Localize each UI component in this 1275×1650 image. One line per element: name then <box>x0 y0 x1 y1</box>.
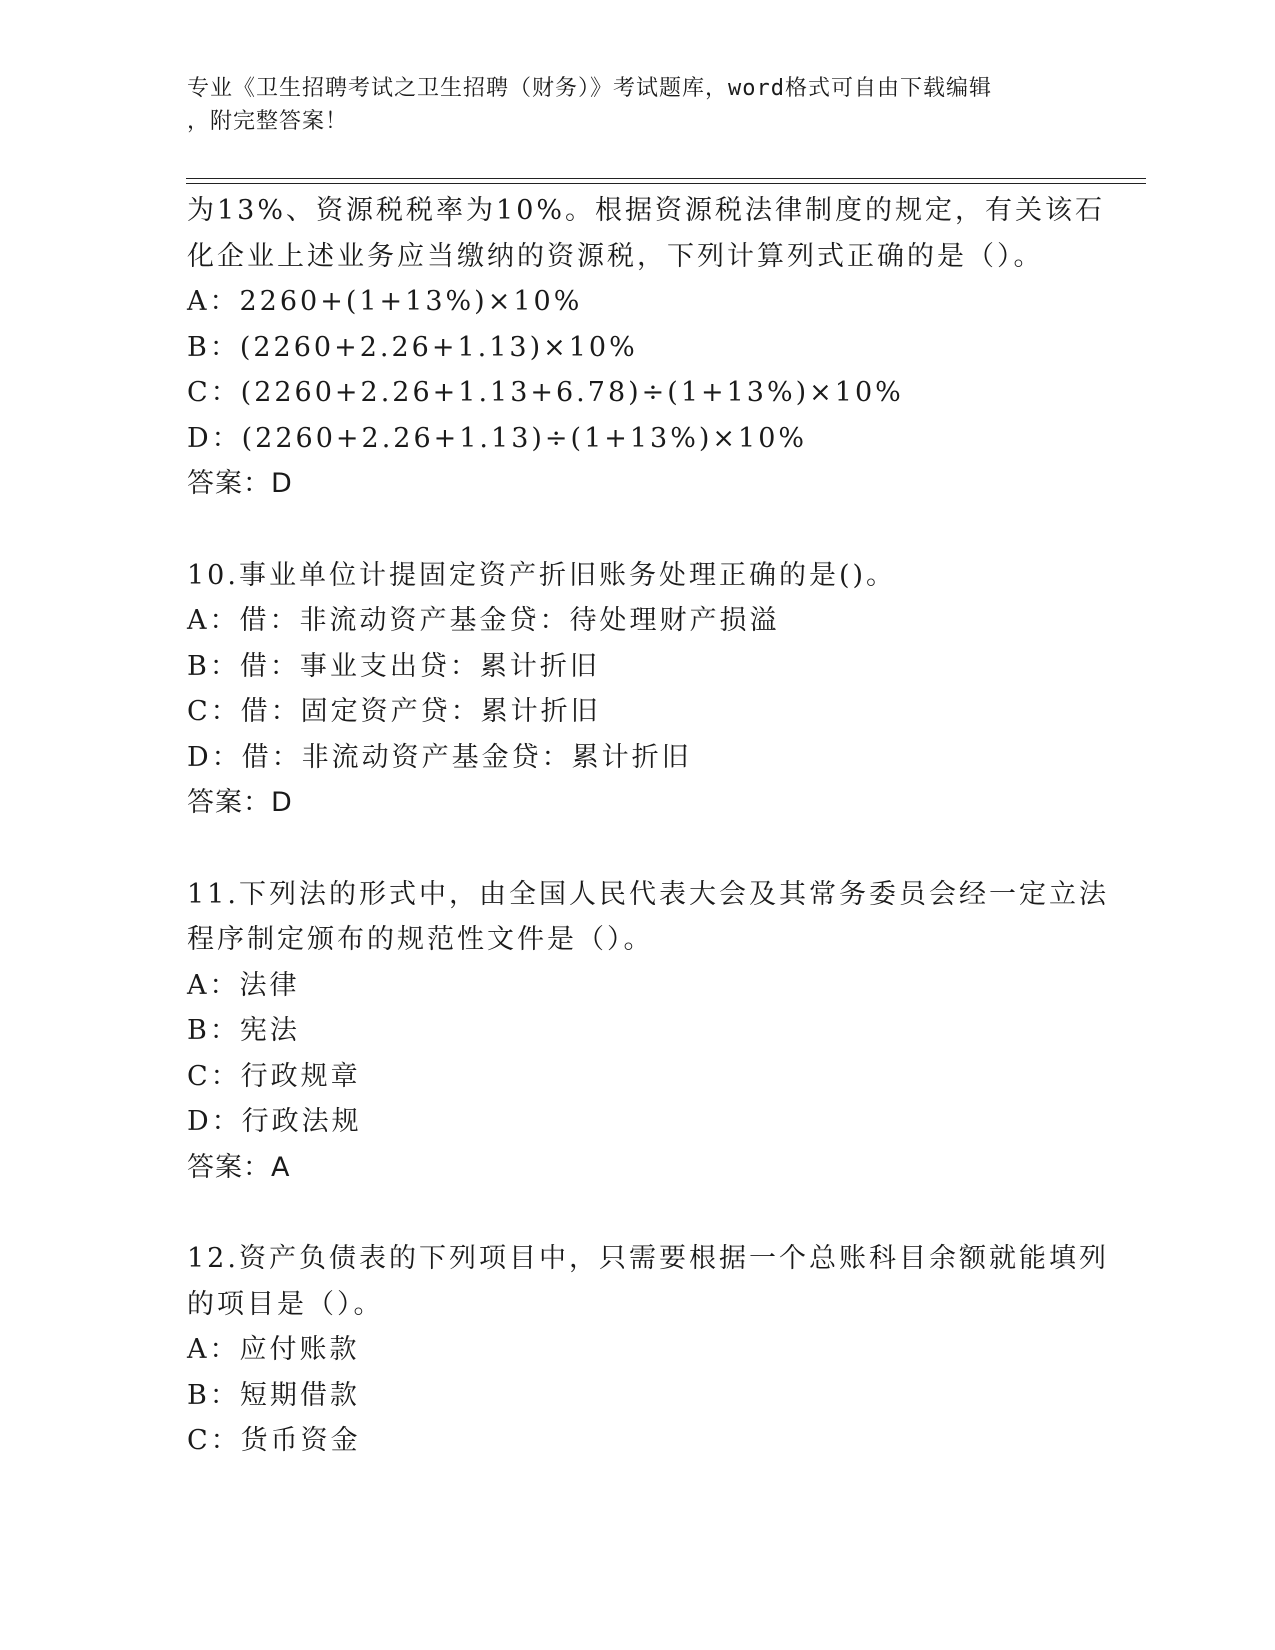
question-text-line: 的项目是（）。 <box>187 1288 384 1320</box>
question-text-line: 程序制定颁布的规范性文件是（）。 <box>187 924 654 955</box>
question-text-line: 10.事业单位计提固定资产折旧账务处理正确的是()。 <box>187 559 897 591</box>
option-b: B：宪法 <box>187 1015 300 1046</box>
header-divider-top <box>186 178 1146 179</box>
question-block-9 <box>187 188 1106 507</box>
question-text-line: 为13%、资源税税率为10%。根据资源税法律制度的规定，有关该石 <box>187 195 1106 226</box>
question-block-11 <box>187 872 1109 1191</box>
option-a: A：借：非流动资产基金贷：待处理财产损溢 <box>187 605 780 636</box>
header-divider-bottom <box>186 183 1146 184</box>
option-d: D：(2260+2.26+1.13)÷(1+13%)×10% <box>187 422 808 454</box>
option-b: B：短期借款 <box>187 1379 360 1411</box>
option-c: C：货币资金 <box>187 1425 361 1456</box>
option-d: D：借：非流动资产基金贷：累计折旧 <box>187 741 692 773</box>
answer-line: 答案：D <box>187 787 293 818</box>
option-b: B：(2260+2.26+1.13)×10% <box>187 331 638 363</box>
header-line-2: ，附完整答案！ <box>187 109 349 134</box>
header-line-1: 专业《卫生招聘考试之卫生招聘（财务）》考试题库，word格式可自由下载编辑 <box>187 76 992 101</box>
answer-line: 答案：A <box>187 1151 291 1183</box>
option-c: C：借：固定资产贷：累计折旧 <box>187 696 601 727</box>
option-d: D：行政法规 <box>187 1106 362 1137</box>
document-body <box>187 188 1109 1464</box>
question-text-line: 11.下列法的形式中，由全国人民代表大会及其常务委员会经一定立法 <box>187 878 1109 910</box>
option-a: A：应付账款 <box>187 1334 360 1365</box>
option-a: A：2260+(1+13%)×10% <box>187 286 583 317</box>
question-text-line: 12.资产负债表的下列项目中，只需要根据一个总账科目余额就能填列 <box>187 1243 1109 1274</box>
document-header <box>187 72 1067 138</box>
option-a: A：法律 <box>187 969 300 1001</box>
question-text-line: 化企业上述业务应当缴纳的资源税，下列计算列式正确的是（）。 <box>187 240 1044 272</box>
question-block-12 <box>187 1236 1109 1464</box>
option-c: C：(2260+2.26+1.13+6.78)÷(1+13%)×10% <box>187 377 904 408</box>
question-block-10 <box>187 553 1087 826</box>
option-b: B：借：事业支出贷：累计折旧 <box>187 650 600 682</box>
option-c: C：行政规章 <box>187 1060 361 1092</box>
answer-line: 答案：D <box>187 468 293 499</box>
